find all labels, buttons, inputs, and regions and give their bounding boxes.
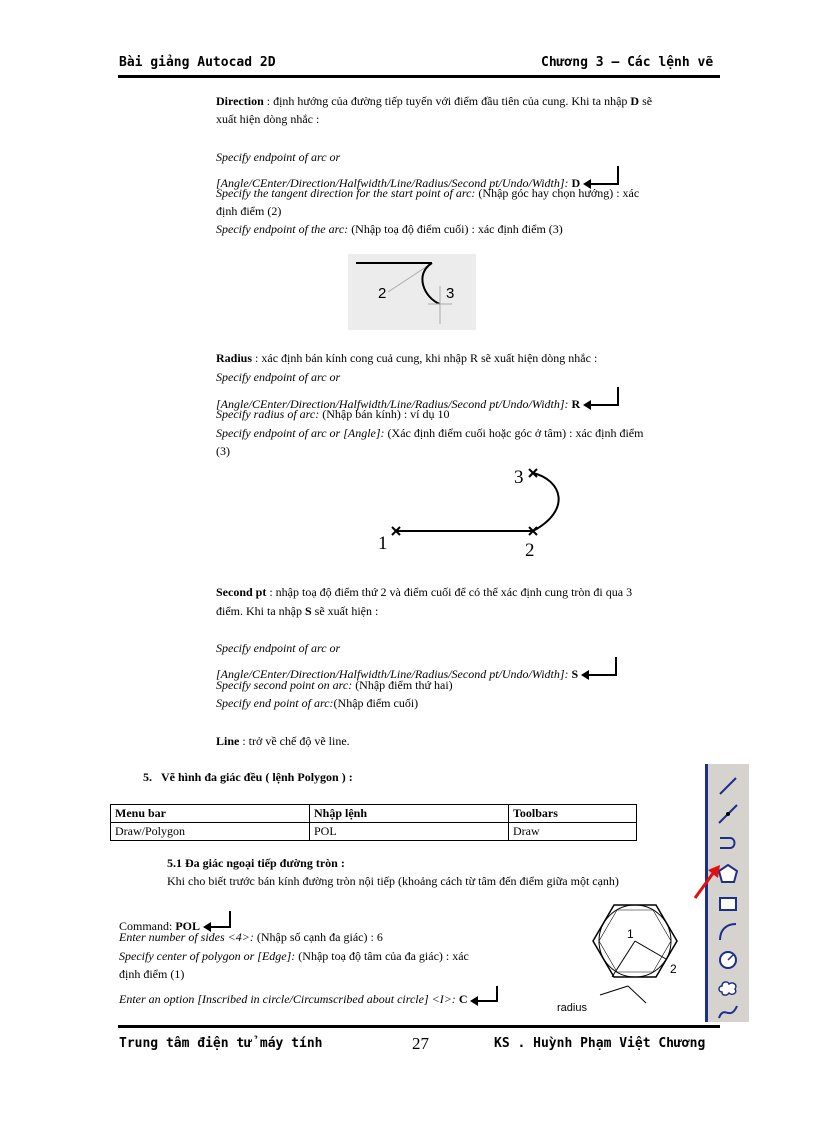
enter-arrow-icon (582, 386, 622, 412)
radius-prompt2: [Angle/CEnter/Direction/Halfwidth/Line/Radius/Second pt/Undo/Width]: R (216, 386, 622, 412)
construction-line-tool-icon[interactable] (716, 802, 740, 826)
command-line: Command: POL (119, 910, 234, 934)
radius-prompt1: Specify endpoint of arc or (216, 370, 341, 384)
second-prompt1: Specify endpoint of arc or (216, 641, 341, 655)
sub51-prompt3: Enter an option [Inscribed in circle/Circumscribed about circle] <I>: C (119, 985, 501, 1007)
second-line1: Second pt : nhập toạ độ điểm thứ 2 và điểm cuối để có thể xác định cung tròn đi qua 3 (216, 585, 633, 599)
page-number: 27 (412, 1034, 429, 1053)
second-prompt2: [Angle/CEnter/Direction/Halfwidth/Line/Radius/Second pt/Undo/Width]: S (216, 656, 620, 682)
fig-label-3: 3 (446, 285, 455, 302)
footer-right: KS . Huỳnh Phạm Việt Chương (494, 1036, 706, 1051)
sub51-prompt1: Enter number of sides <4>: (Nhập số cạnh đa giác) : 6 (119, 930, 383, 944)
section5-title: 5. Vẽ hình đa giác đều ( lệnh Polygon ) : (143, 770, 353, 784)
spline-tool-icon[interactable] (716, 1000, 740, 1024)
table-cell-command: POL (310, 823, 509, 841)
radius-arc-figure (372, 460, 572, 560)
fig-label-radius: radius (557, 1002, 587, 1014)
direction-prompt3b: định điểm (2) (216, 204, 282, 218)
polyline-tool-icon[interactable] (716, 832, 740, 856)
sub51-desc: Khi cho biết trước bán kính đường tròn nội tiếp (khoảng cách từ tâm đến điểm giữa một cạnh) (167, 874, 619, 888)
fig-label-3: 3 (514, 467, 524, 488)
table-header-menu: Menu bar (111, 805, 310, 823)
enter-arrow-icon (580, 656, 620, 682)
fig-label-1: 1 (378, 533, 388, 554)
sub51-prompt2b: định điểm (1) (119, 967, 185, 981)
header-right: Chương 3 – Các lệnh vẽ (541, 55, 714, 70)
revision-cloud-tool-icon[interactable] (716, 976, 740, 1000)
circle-tool-icon[interactable] (716, 948, 740, 972)
header-left: Bài giảng Autocad 2D (119, 55, 276, 70)
footer-rule (118, 1025, 720, 1028)
footer-left: Trung tâm điện tử máy tính (119, 1036, 323, 1051)
direction-prompt1: Specify endpoint of arc or (216, 150, 341, 164)
direction-prompt3: Specify the tangent direction for the start point of arc: (Nhập góc hay chọn hướng) : xác (216, 186, 640, 200)
second-prompt4: Specify end point of arc:(Nhập điểm cuối) (216, 696, 419, 710)
sub51-title: 5.1 Đa giác ngoại tiếp đường tròn : (167, 856, 345, 870)
radius-prompt4: Specify endpoint of arc or [Angle]: (Xác định điểm cuối hoặc góc ở tâm) : xác định điểm (216, 426, 644, 440)
table-header-command: Nhập lệnh (310, 805, 509, 823)
table-cell-toolbar: Draw (509, 823, 637, 841)
polygon-figure (552, 893, 692, 1019)
pointer-arrow-icon (690, 862, 724, 902)
second-line2: điểm. Khi ta nhập S sẽ xuất hiện : (216, 604, 379, 618)
fig-label-1: 1 (627, 927, 634, 941)
header-rule (118, 75, 720, 78)
second-prompt3: Specify second point on arc: (Nhập điểm thứ hai) (216, 678, 453, 692)
sub51-prompt2: Specify center of polygon or [Edge]: (Nhập toạ độ tâm của đa giác) : xác (119, 949, 469, 963)
arc-tool-icon[interactable] (716, 920, 740, 944)
direction-line2: xuất hiện dòng nhắc : (216, 112, 320, 126)
direction-arc-figure (348, 254, 476, 330)
enter-arrow-icon (469, 985, 501, 1007)
command-table (110, 804, 637, 841)
line-option: Line : trở về chế độ vẽ line. (216, 734, 350, 748)
table-header-toolbar: Toolbars (509, 805, 637, 823)
direction-line1: Direction : định hướng của đường tiếp tuyến với điểm đầu tiên của cung. Khi ta nhập D sẽ (216, 94, 653, 108)
direction-prompt4: Specify endpoint of the arc: (Nhập toạ độ điểm cuối) : xác định điểm (3) (216, 222, 563, 236)
table-cell-menu: Draw/Polygon (111, 823, 310, 841)
radius-prompt3: Specify radius of arc: (Nhập bán kính) : ví dụ 10 (216, 407, 450, 421)
fig-label-2: 2 (670, 962, 677, 976)
fig-label-2: 2 (525, 540, 535, 560)
radius-prompt4b: (3) (216, 444, 230, 458)
radius-line1: Radius : xác định bán kính cong cuả cung, khi nhập R sẽ xuất hiện dòng nhắc : (216, 351, 598, 365)
direction-prompt2: [Angle/CEnter/Direction/Halfwidth/Line/Radius/Second pt/Undo/Width]: D (216, 165, 622, 191)
fig-label-2: 2 (378, 285, 387, 302)
line-tool-icon[interactable] (716, 774, 740, 798)
